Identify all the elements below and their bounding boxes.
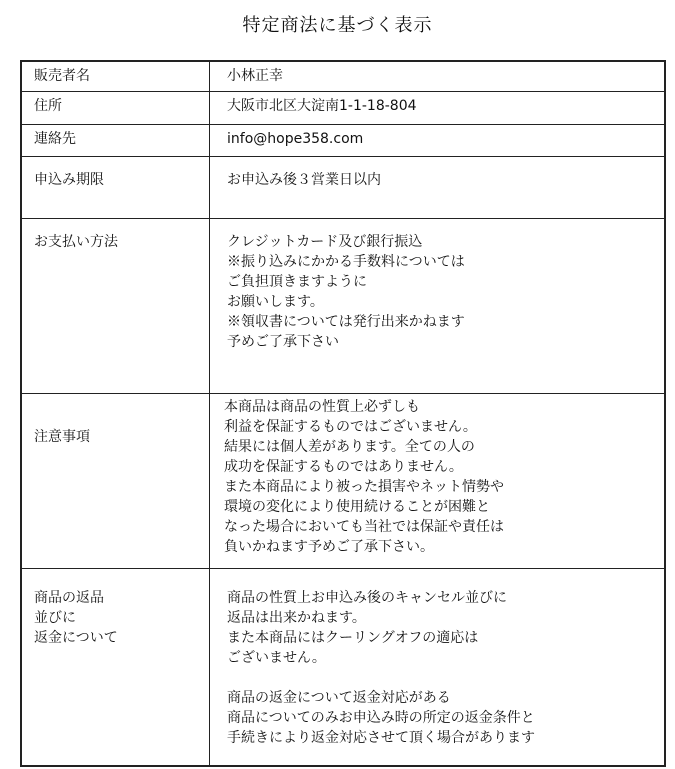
row-value bbox=[210, 157, 664, 218]
value-line: 予めご了承下さい bbox=[227, 334, 339, 350]
value-line: 結果には個人差があります。全ての人の bbox=[224, 439, 475, 455]
value-line: 環境の変化により使用続けることが困難と bbox=[224, 499, 490, 515]
row-label: 申込み期限 bbox=[22, 157, 210, 218]
value-line: ※振り込みにかかる手数料については bbox=[227, 254, 465, 270]
value-line: クレジットカード及び銀行振込 bbox=[227, 234, 423, 250]
table-row-returns bbox=[22, 569, 664, 765]
value-line: 利益を保証するものではございません。 bbox=[224, 419, 477, 435]
table-row-notes bbox=[22, 394, 664, 569]
table-row-seller bbox=[22, 62, 664, 92]
table-row-deadline bbox=[22, 157, 664, 219]
row-value bbox=[210, 125, 664, 156]
address-text: 大阪市北区大淀南1-1-18-804 bbox=[227, 98, 417, 114]
value-line: 本商品は商品の性質上必ずしも bbox=[224, 399, 420, 415]
row-value bbox=[210, 569, 664, 765]
row-value bbox=[210, 219, 664, 393]
value-line: 負いかねます予めご了承下さい。 bbox=[224, 539, 434, 555]
value-line: 成功を保証するものではありません。 bbox=[224, 459, 463, 475]
value-line: 商品の返金について返金対応がある bbox=[227, 690, 451, 706]
blank-line bbox=[227, 668, 664, 688]
row-value bbox=[210, 394, 664, 568]
deadline-text: お申込み後３営業日以内 bbox=[227, 172, 381, 188]
value-line: 商品についてのみお申込み時の所定の返金条件と bbox=[227, 710, 535, 726]
row-label: お支払い方法 bbox=[22, 219, 210, 393]
value-line: 手続きにより返金対応させて頂く場合があります bbox=[227, 730, 535, 746]
value-line: ご負担頂きますように bbox=[227, 274, 367, 290]
row-label bbox=[22, 569, 210, 765]
value-line: なった場合においても当社では保証や責任は bbox=[224, 519, 504, 535]
row-label: 販売者名 bbox=[22, 62, 210, 91]
row-label: 連絡先 bbox=[22, 125, 210, 156]
row-value bbox=[210, 92, 664, 124]
value-line: また本商品にはクーリングオフの適応は bbox=[227, 630, 479, 646]
row-value bbox=[210, 62, 664, 91]
label-line: 返金について bbox=[34, 630, 118, 646]
label-line: 商品の返品 bbox=[34, 590, 104, 606]
value-line: ございません。 bbox=[227, 650, 326, 666]
value-line: お願いします。 bbox=[227, 294, 324, 310]
disclosure-table bbox=[20, 60, 666, 767]
row-label: 住所 bbox=[22, 92, 210, 124]
value-line: 商品の性質上お申込み後のキャンセル並びに bbox=[227, 590, 507, 606]
table-row-payment bbox=[22, 219, 664, 394]
value-line: ※領収書については発行出来かねます bbox=[227, 314, 465, 330]
seller-name: 小林正幸 bbox=[227, 68, 283, 84]
table-row-contact bbox=[22, 125, 664, 157]
page-title: 特定商法に基づく表示 bbox=[242, 15, 433, 36]
contact-email: info@hope358.com bbox=[227, 131, 364, 147]
label-line: 並びに bbox=[34, 610, 76, 626]
value-line: また本商品により被った損害やネット情勢や bbox=[224, 479, 504, 495]
row-label: 注意事項 bbox=[22, 394, 210, 568]
value-line: 返品は出来かねます。 bbox=[227, 610, 366, 626]
table-row-address bbox=[22, 92, 664, 125]
